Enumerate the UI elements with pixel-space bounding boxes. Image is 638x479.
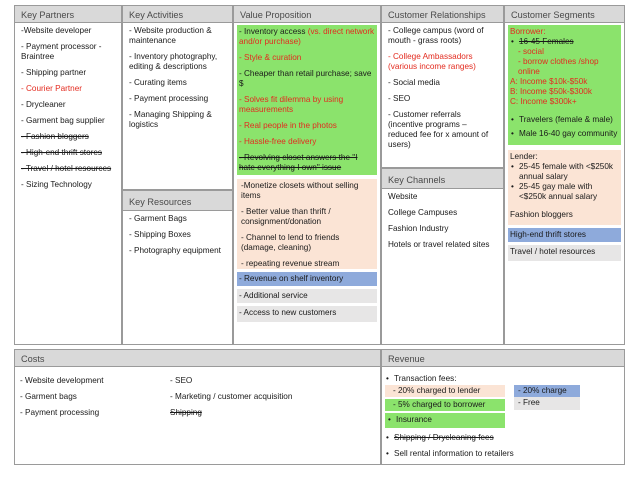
customer-relationships-header: Customer Relationships — [382, 6, 503, 23]
revenue-section — [381, 349, 625, 465]
resource-item: - Garment Bags — [129, 214, 187, 223]
revenue-charge-20: - 20% charge — [514, 385, 580, 397]
vp-real-people: - Real people in the photos — [239, 121, 337, 130]
borrower-label: Borrower: — [510, 27, 546, 36]
channel-item: Fashion Industry — [388, 224, 449, 233]
income-a: A: Income $10k-$50k — [510, 77, 588, 86]
cost-item: - Payment processing — [20, 408, 100, 417]
revenue-lender-fee: - 20% charged to lender — [385, 385, 505, 397]
revenue-free: - Free — [514, 397, 580, 410]
relationship-item: - SEO — [388, 94, 411, 103]
lender-female: • 25-45 female with <$250k annual salary — [510, 162, 619, 182]
vp-inventory-text: - Inventory access — [239, 27, 308, 36]
cost-item: Shipping — [170, 408, 202, 417]
cost-item: - SEO — [170, 376, 193, 385]
value-proposition-header: Value Proposition — [234, 6, 380, 23]
partner-payment-processor: - Payment processor - Braintree — [21, 42, 102, 61]
revenue-charges — [514, 385, 580, 410]
revenue-insurance-text: • Insurance — [387, 415, 503, 425]
key-partners-section — [14, 5, 122, 345]
costs-column-2 — [170, 376, 292, 418]
customer-segments-section — [504, 5, 625, 345]
value-prop-lender-block — [237, 179, 377, 269]
value-proposition-section — [233, 5, 381, 345]
partner-thrift-stores: - High-end thrift stores — [21, 148, 102, 157]
revenue-shipping: • Shipping / Drycleaning fees — [385, 433, 505, 443]
relationship-item: - Social media — [388, 78, 440, 87]
partner-shipping: - Shipping partner — [21, 68, 87, 77]
key-resources-header: Key Resources — [123, 191, 232, 211]
vp-inventory-access — [239, 27, 375, 47]
channel-item: Hotels or travel related sites — [388, 240, 490, 249]
income-c: C: Income $300k+ — [510, 97, 577, 106]
vp-new-customers: - Access to new customers — [237, 306, 377, 322]
segment-bloggers: Fashion bloggers — [510, 210, 573, 219]
vp-hassle-free: - Hassle-free delivery — [239, 137, 317, 146]
borrower-block — [508, 25, 621, 145]
partner-courier: - Courier Partner — [21, 84, 82, 93]
cost-item: - Garment bags — [20, 392, 77, 401]
borrower-shop: - borrow clothes /shop online — [518, 57, 599, 76]
borrower-social: - social — [518, 47, 544, 56]
income-b: B: Income $50k-$300k — [510, 87, 592, 96]
vp-better-value: - Better value than thrift / consignment/donation — [241, 207, 331, 226]
vp-lend-friends: - Channel to lend to friends (damage, cleaning) — [241, 233, 340, 252]
activity-item: - Inventory photography, editing & descriptions — [129, 52, 218, 71]
key-channels-header: Key Channels — [382, 169, 503, 189]
vp-revolving-closet: - Revolving closet answers the "I hate everything I own" issue — [239, 153, 358, 172]
partner-garment-bag: - Garment bag supplier — [21, 116, 105, 125]
key-partners-header: Key Partners — [15, 6, 121, 23]
costs-column-1 — [20, 376, 104, 418]
vp-repeating-revenue: - repeating revenue stream — [241, 259, 340, 268]
revenue-fees: • Transaction fees: — [385, 374, 505, 384]
revenue-sell-info: • Sell rental information to retailers — [385, 449, 505, 459]
relationship-item: - College Ambassadors (various income ranges) — [388, 52, 476, 71]
partner-sizing-technology: - Sizing Technology — [21, 180, 92, 189]
segment-travel: Travel / hotel resources — [508, 245, 621, 261]
partner-fashion-bloggers: - Fashion bloggers — [21, 132, 89, 141]
partner-travel-hotel: - Travel / hotel resources — [21, 164, 112, 173]
segment-travelers: • Travelers (female & male) — [510, 115, 619, 125]
key-activities-section — [122, 5, 233, 190]
activity-item: - Curating items — [129, 78, 187, 87]
vp-shelf-inventory: - Revenue on shelf inventory — [237, 272, 377, 286]
key-resources-section — [122, 190, 233, 345]
partner-website-developer: -Website developer — [21, 26, 92, 35]
revenue-list — [385, 374, 514, 459]
activity-item: - Website production & maintenance — [129, 26, 212, 45]
key-channels-section — [381, 168, 504, 345]
segment-gay-male: • Male 16-40 gay community — [510, 129, 619, 139]
costs-section — [14, 349, 381, 465]
resource-item: - Photography equipment — [129, 246, 221, 255]
borrower-age — [510, 37, 619, 47]
relationship-item: - College campus (word of mouth - grass roots) — [388, 26, 484, 45]
vp-cheaper: - Cheaper than retail purchase; save $ — [239, 69, 372, 88]
value-prop-highlight-block — [237, 25, 377, 175]
segment-thrift: High-end thrift stores — [508, 228, 621, 242]
activity-item: - Payment processing — [129, 94, 209, 103]
cost-item: - Website development — [20, 376, 104, 385]
vp-monetize: -Monetize closets without selling items — [241, 181, 359, 200]
revenue-insurance — [385, 413, 505, 428]
channel-item: College Campuses — [388, 208, 458, 217]
customer-relationships-section — [381, 5, 504, 168]
activity-item: - Managing Shipping & logistics — [129, 110, 212, 129]
lender-label: Lender: — [510, 152, 538, 161]
partner-drycleaner: - Drycleaner — [21, 100, 66, 109]
resource-item: - Shipping Boxes — [129, 230, 191, 239]
customer-segments-header: Customer Segments — [505, 6, 624, 23]
channel-item: Website — [388, 192, 418, 201]
key-activities-header: Key Activities — [123, 6, 232, 23]
revenue-borrower-fee: - 5% charged to borrower — [385, 399, 505, 411]
vp-fit-dilemma: - Solves fit dilemma by using measurements — [239, 95, 344, 114]
cost-item: - Marketing / customer acquisition — [170, 392, 293, 401]
relationship-item: - Customer referrals (incentive programs – reduced fee for x amount of users) — [388, 110, 489, 149]
lender-male: • 25-45 gay male with <$250k annual salary — [510, 182, 619, 202]
borrower-age-text: 16-45 Females — [519, 37, 574, 46]
vp-inventory-note: (vs. direct network and/or purchase) — [239, 27, 375, 46]
vp-style-curation: - Style & curation — [239, 53, 302, 62]
lender-block — [508, 150, 621, 225]
revenue-header: Revenue — [382, 350, 624, 367]
costs-header: Costs — [15, 350, 380, 367]
vp-additional-service: - Additional service — [237, 289, 377, 303]
